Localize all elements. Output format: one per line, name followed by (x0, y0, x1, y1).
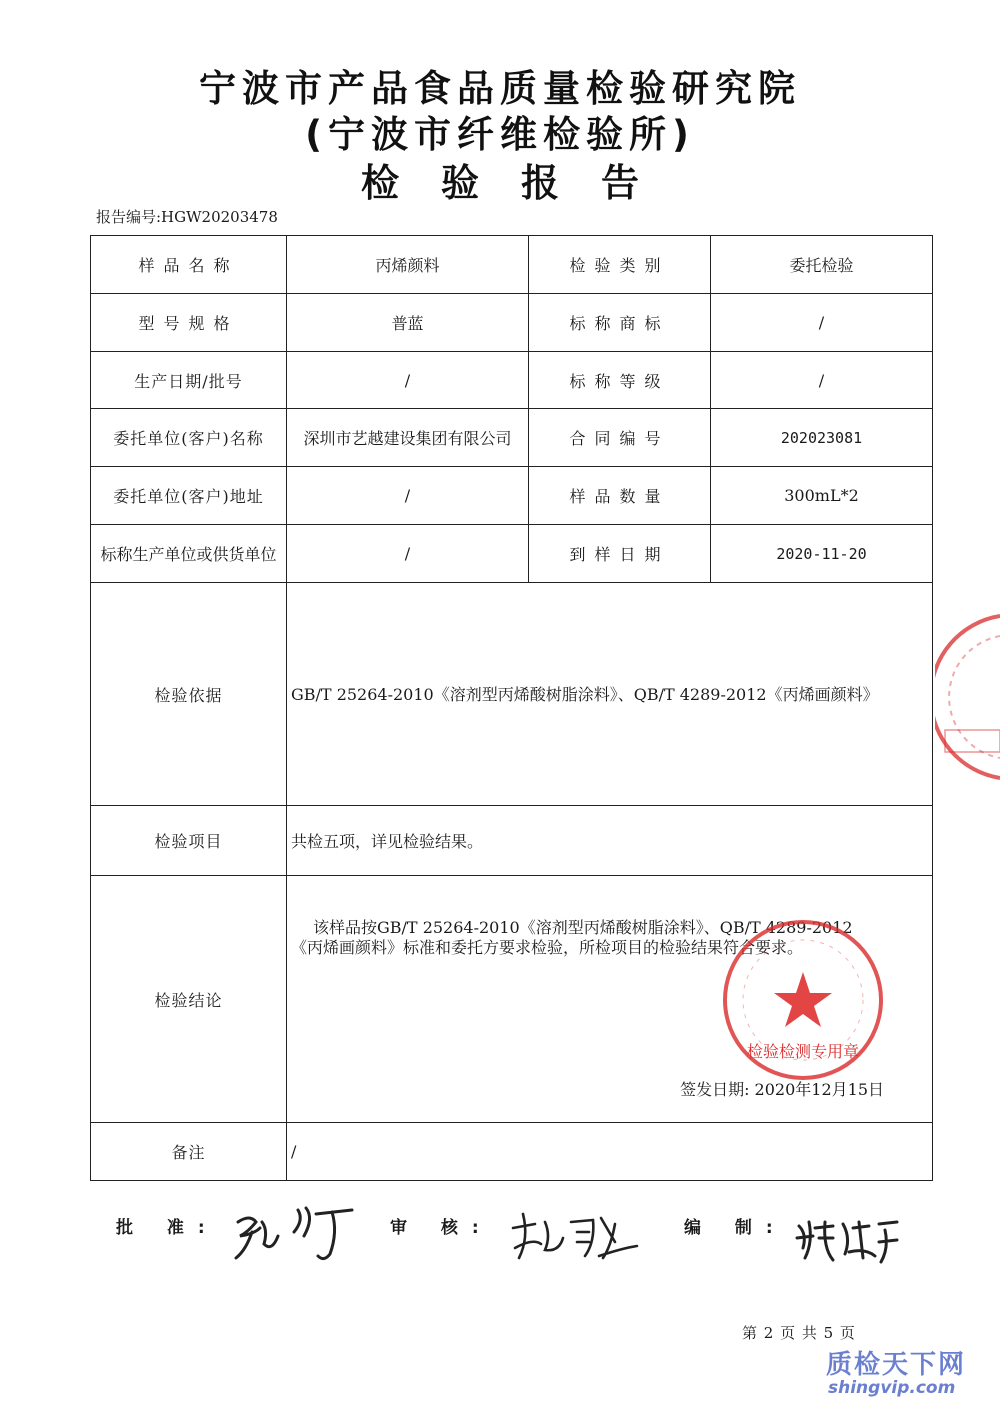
grade-label: 标称等级 (529, 352, 711, 409)
table-row (91, 236, 933, 294)
client-name-label: 委托单位(客户)名称 (91, 409, 287, 467)
items-label: 检验项目 (91, 806, 287, 876)
remarks-value: / (287, 1123, 933, 1181)
report-number: 报告编号:HGW20203478 (96, 208, 278, 226)
trademark-value: / (711, 294, 933, 352)
compile-signature (793, 1208, 903, 1268)
inspection-type-value: 委托检验 (711, 236, 933, 294)
remarks-label: 备注 (91, 1123, 287, 1181)
arrival-date-label: 到样日期 (529, 525, 711, 583)
client-address-value: / (287, 467, 529, 525)
institute-subtitle: (宁波市纤维检验所) (305, 113, 695, 156)
table-row (91, 583, 933, 806)
contract-number-label: 合同编号 (529, 409, 711, 467)
basis-label: 检验依据 (91, 583, 287, 806)
inspection-type-label: 检验类别 (529, 236, 711, 294)
trademark-label: 标称商标 (529, 294, 711, 352)
page-number: 第 2 页 共 5 页 (742, 1324, 856, 1342)
manufacturer-label: 标称生产单位或供货单位 (91, 525, 287, 583)
basis-value: GB/T 25264-2010《溶剂型丙烯酸树脂涂料》、QB/T 4289-2012《丙烯画颜料》 (287, 583, 933, 806)
production-date-label: 生产日期/批号 (91, 352, 287, 409)
grade-value: / (711, 352, 933, 409)
sample-quantity-value: 300mL*2 (711, 467, 933, 525)
items-value: 共检五项，详见检验结果。 (287, 806, 933, 876)
table-row (91, 352, 933, 409)
compile-label: 编 制: (684, 1218, 787, 1238)
report-title: 检验报告 (360, 161, 681, 205)
model-value: 普蓝 (287, 294, 529, 352)
seal-text: 检验检测专用章 (746, 1042, 860, 1061)
production-date-value: / (287, 352, 529, 409)
table-row (91, 806, 933, 876)
issue-date: 签发日期: 2020年12月15日 (680, 1080, 884, 1099)
model-label: 型号规格 (91, 294, 287, 352)
table-row (91, 409, 933, 467)
contract-number-value: 202023081 (711, 409, 933, 467)
inspection-seal (718, 915, 888, 1085)
sample-name-label: 样品名称 (91, 236, 287, 294)
review-label: 审 核: (390, 1218, 493, 1238)
institute-title: 宁波市产品食品质量检验研究院 (199, 67, 801, 110)
sample-name-value: 丙烯颜料 (287, 236, 529, 294)
manufacturer-value: / (287, 525, 529, 583)
review-signature (505, 1202, 645, 1268)
watermark-logo: 质检天下网 (826, 1350, 967, 1380)
conclusion-text: 该样品按GB/T 25264-2010《溶剂型丙烯酸树脂涂料》、QB/T 4289-2012《丙烯画颜料》标准和委托方要求检验，所检项目的检验结果符合要求。 (291, 918, 853, 957)
table-row (91, 525, 933, 583)
table-row (91, 467, 933, 525)
approve-signature (228, 1192, 368, 1270)
watermark-url: shingvip.com (828, 1378, 956, 1398)
partial-seal (935, 612, 1000, 782)
arrival-date-value: 2020-11-20 (711, 525, 933, 583)
sample-quantity-label: 样品数量 (529, 467, 711, 525)
approve-label: 批 准: (116, 1218, 219, 1238)
client-address-label: 委托单位(客户)地址 (91, 467, 287, 525)
client-name-value: 深圳市艺越建设集团有限公司 (287, 409, 529, 467)
conclusion-label: 检验结论 (91, 876, 287, 1123)
table-row (91, 1123, 933, 1181)
table-row (91, 294, 933, 352)
